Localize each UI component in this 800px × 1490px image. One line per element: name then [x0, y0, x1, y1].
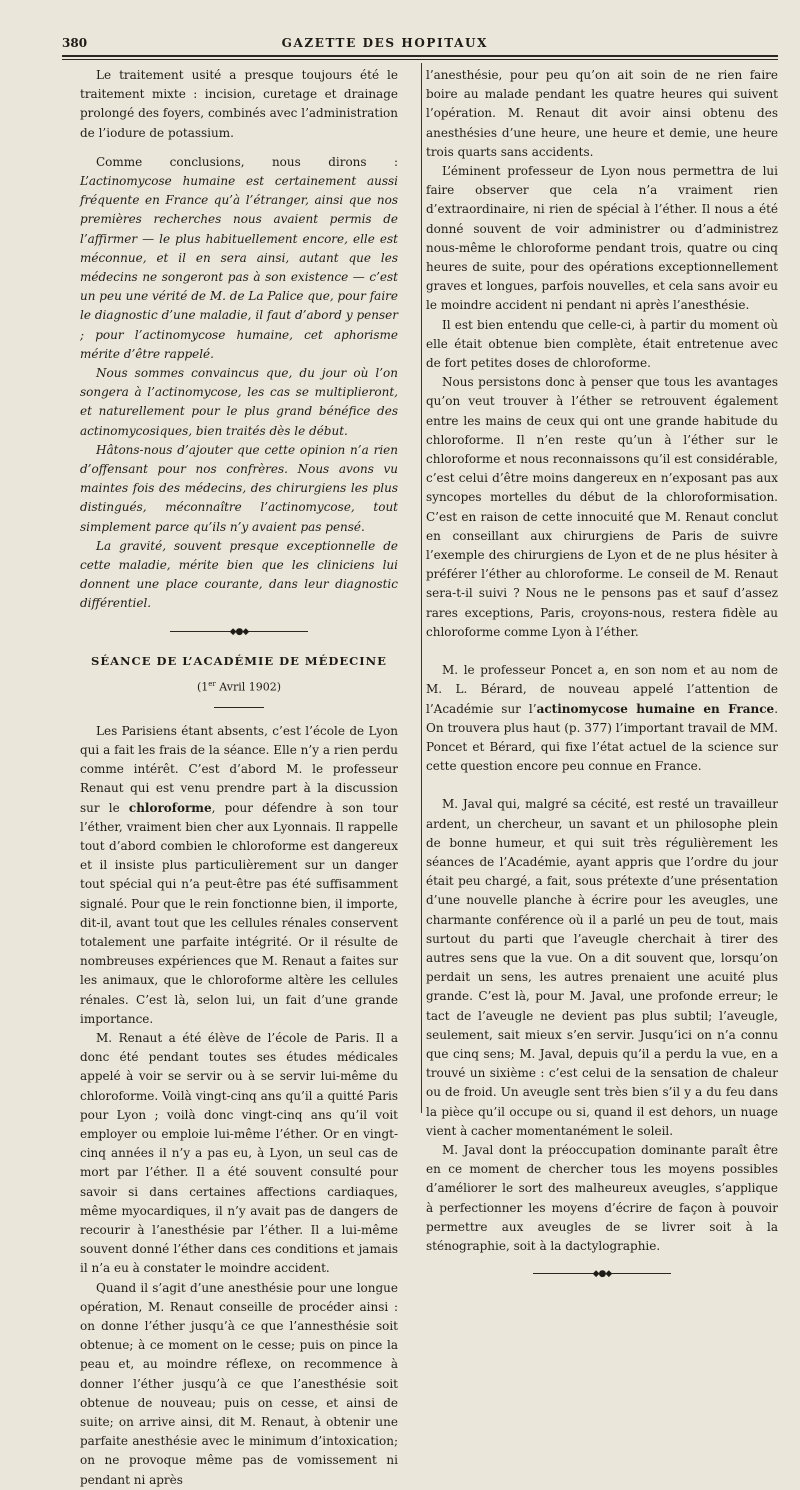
conclusions-lead: Comme conclusions, nous dirons : — [96, 154, 398, 169]
paragraph-javal: M. Javal qui, malgré sa cécité, est resté un travailleur ardent, un chercheur, un savant et un philosophe plein de bonne humeur, et qui suit très régulièrement les séances de l’Académie, ayant appris que l’ordre du jour était peu chargé, a fait, sous prétexte d’une présentation d’une nouvelle planche à écrire pour les aveugles, une charmante conférence où il a parlé un peu de tout, mais surtout du parti que l’aveugle cherchait à tirer des autres sens que la vue. On a dit souvent que, lorsqu’on perdait un sens, les autres prenaient une acuité plus grande. C’est là, pour M. Javal, une profonde erreur; le tact de l’aveugle ne devient pas plus subtil; l’aveugle, seulement, sait mieux s’en servir. Jusqu’ici on n’a connu que cinq sens; M. Javal, depuis qu’il a perdu la vue, en a trouvé un sixième : c’est celui de la sensation de chaleur ou de froid. Un aveugle sent très bien s’il y a du feu dans la pièce qu’il occupe ou si, quand il est dehors, un nuage vient à cacher momentanément le soleil. — [426, 797, 778, 1138]
paragraph-conclusions — [80, 153, 398, 364]
paragraph-longue-operation: Quand il s’agit d’une anesthésie pour une longue opération, M. Renaut conseille de procéder ainsi : on donne l’éther jusqu’à ce que l’annesthésie soit obtenue; à ce moment on le cesse; puis on pince la peau et, au moindre réflexe, on recommence à donner l’éther jusqu’à ce que l’anesthésie soit obtenue de nouveau; puis on cesse, et ainsi de suite; on arrive ainsi, dit M. Renaut, à obtenir une parfaite anesthésie avec le minimum d’intoxication; on ne provoque même pas de vomissement ni pendant ni après — [80, 1280, 398, 1487]
paragraph-anesthesie-cont: l’anesthésie, pour peu qu’on ait soin de ne rien faire boire au malade pendant les quatre heures qui suivent l’opération. M. Renaut dit avoir ainsi obtenu des anesthésies d’une heure, une heure et demie, une heure trois quarts sans accidents. — [426, 68, 778, 159]
paragraph-poncet: M. le professeur Poncet a, en son nom et au nom de M. L. Bérard, de nouveau appelé l’attention de l’Académie sur l’actinomycose humaine en France. On trouvera plus haut (p. 377) l’important travail de MM. Poncet et Bérard, qui fixe l’état actuel de la science sur cette question encore peu connue en France. — [426, 663, 779, 774]
end-ornament: ◆●◆ — [426, 1266, 778, 1282]
paragraph-eminent-professeur: L’éminent professeur de Lyon nous permettra de lui faire observer que cela n’a vraiment rien d’extraordinaire, ni rien de spécial à l’éther. Il nous a été donné souvent de voir administrer ou d’administrez nous-même le chloroforme pendant trois, quatre ou cinq heures de suite, pour des opérations exceptionnellement graves et longues, parfois nouvelles, et cela sans avoir eu le moindre accident ni pendant ni après l’anesthésie. — [426, 164, 778, 313]
running-title: GAZETTE DES HOPITAUX — [281, 36, 488, 50]
right-column — [426, 66, 778, 1282]
page-number: 380 — [62, 36, 88, 50]
paragraph-renaut-paris: M. Renaut a été élève de l’école de Paris. Il a donc été pendant toutes ses études médicales appelé à voir se servir ou à se servir lui-même du chloroforme. Voilà vingt-cinq ans qu’il a quitté Paris pour Lyon ; voilà donc vingt-cinq ans qu’il voit employer ou emploie lui-même l’éther. Or en vingt-cinq années il n’y a pas eu, à Lyon, un seul cas de mort par l’éther. Il a été souvent consulté pour savoir si dans certaines affections cardiaques, même myocardiques, il n’y avait pas de dangers de recourir à l’anesthésie par l’éther. Il a lui-même souvent donné l’éther dans ces conditions et jamais il n’a eu à constater le moindre accident. — [80, 1031, 398, 1276]
paragraph-hatons-nous: Hâtons-nous d’ajouter que cette opinion n’a rien d’offensant pour nos confrères. Nous avons vu maintes fois des médecins, des chirurgiens les plus distingués, méconnaître l’actinomycose, tout simplement parce qu’ils n’y avaient pas pensé. — [80, 442, 398, 534]
paragraph-bien-entendu: Il est bien entendu que celle-ci, à partir du moment où elle était obtenue bien complète, était entretenue avec de fort petites doses de chloroforme. — [426, 317, 778, 371]
paragraph-persistons: Nous persistons donc à penser que tous les avantages qu’on veut trouver à l’éther se retrouvent également entre les mains de ceux qui ont une grande habitude du chloroforme. Il n’en reste qu’un à l’éther sur le chloroforme et nous reconnaissons qu’il est considérable, c’est celui d’être moins dangereux en n’exposant pas aux syncopes mortelles du début de la chloroformisation. C’est en raison de cette innocuité que M. Renaut conclut en conseillant aux chirurgiens de Paris de suivre l’exemple des chirurgiens de Lyon et de ne plus hésiter à préférer l’éther au chloroforme. Le conseil de M. Renaut sera-t-il suivi ? Nous ne le pensons pas et sauf d’assez rares exceptions, Paris, croyons-nous, restera fidèle au chloroforme comme Lyon à l’éther. — [426, 375, 778, 639]
column-separator — [421, 63, 422, 1113]
paragraph-convinced: Nous sommes convaincus que, du jour où l’on songera à l’actinomycose, les cas se multiplieront, et naturellement pour le plus grand bénéfice des actinomycosiques, bien traités dès le début. — [80, 366, 398, 438]
section-rule — [214, 707, 264, 708]
section-date: (1er Avril 1902) — [196, 679, 282, 694]
header-rule-thin — [62, 59, 778, 60]
conclusions-italic: L’actinomycose humaine est certainement aussi fréquente en France qu’à l’étranger, ainsi que nos premières recherches nous avaient permis de l’affirmer — le plus habituellement encore, elle est méconnue, et il en sera ainsi, autant que les médecins ne songeront pas à son existence — c’est un peu une vérité de M. de La Palice que, pour faire le diagnostic d’une maladie, il faut d’abord y penser ; pour l’actinomycose humaine, cet aphorisme mérite d’être rappelé. — [80, 174, 398, 361]
keyword-chloroforme: chloroforme — [128, 800, 212, 815]
paragraph-seance-intro: Les Parisiens étant absents, c’est l’école de Lyon qui a fait les frais de la séance. Elle n’y a rien perdu comme intérêt. C’est d’abord M. le professeur Renaut qui est venu prendre part à la discussion sur le chloroforme, pour défendre à son tour l’éther, vraiment bien cher aux Lyonnais. Il rappelle tout d’abord combien le chloroforme est dangereux et il insiste plus particulièrement sur un danger tout spécial qui n’a peut-être pas été suffisamment signalé. Pour que le rein fonctionne bien, il importe, dit-il, avant tout que les cellules rénales conservent totalement une parfaite intégrité. Or il résulte de nombreuses expériences que M. Renaut a faites sur les animaux, que le chloroforme altère les cellules rénales. C’est là, selon lui, un fait d’une grande importance. — [80, 723, 398, 1026]
paragraph-treatment: Le traitement usité a presque toujours été le traitement mixte : incision, curetage et drainage prolongé des foyers, combinés avec l’administration de l’iodure de potassium. — [80, 68, 398, 140]
section-title: SÉANCE DE L’ACADÉMIE DE MÉDECINE — [91, 653, 387, 668]
paragraph-javal-preoccupation: M. Javal dont la préoccupation dominante paraît être en ce moment de chercher tous les moyens possibles d’améliorer le sort des malheureux aveugles, s’applique à perfectionner les moyens d’écrire de façon à pouvoir permettre aux aveugles de se livrer soit à la sténographie, soit à la dactylographie. — [426, 1142, 778, 1253]
left-column — [80, 66, 398, 1490]
keyword-actinomycose: actinomycose humaine en France — [536, 701, 775, 716]
paragraph-gravite: La gravité, souvent presque exceptionnelle de cette maladie, mérite bien que les cliniciens lui donnent une place courante, dans leur diagnostic différentiel. — [80, 538, 398, 611]
header-rule — [62, 55, 778, 57]
page-header — [62, 32, 778, 54]
section-ornament: ◆●◆ — [80, 624, 398, 640]
